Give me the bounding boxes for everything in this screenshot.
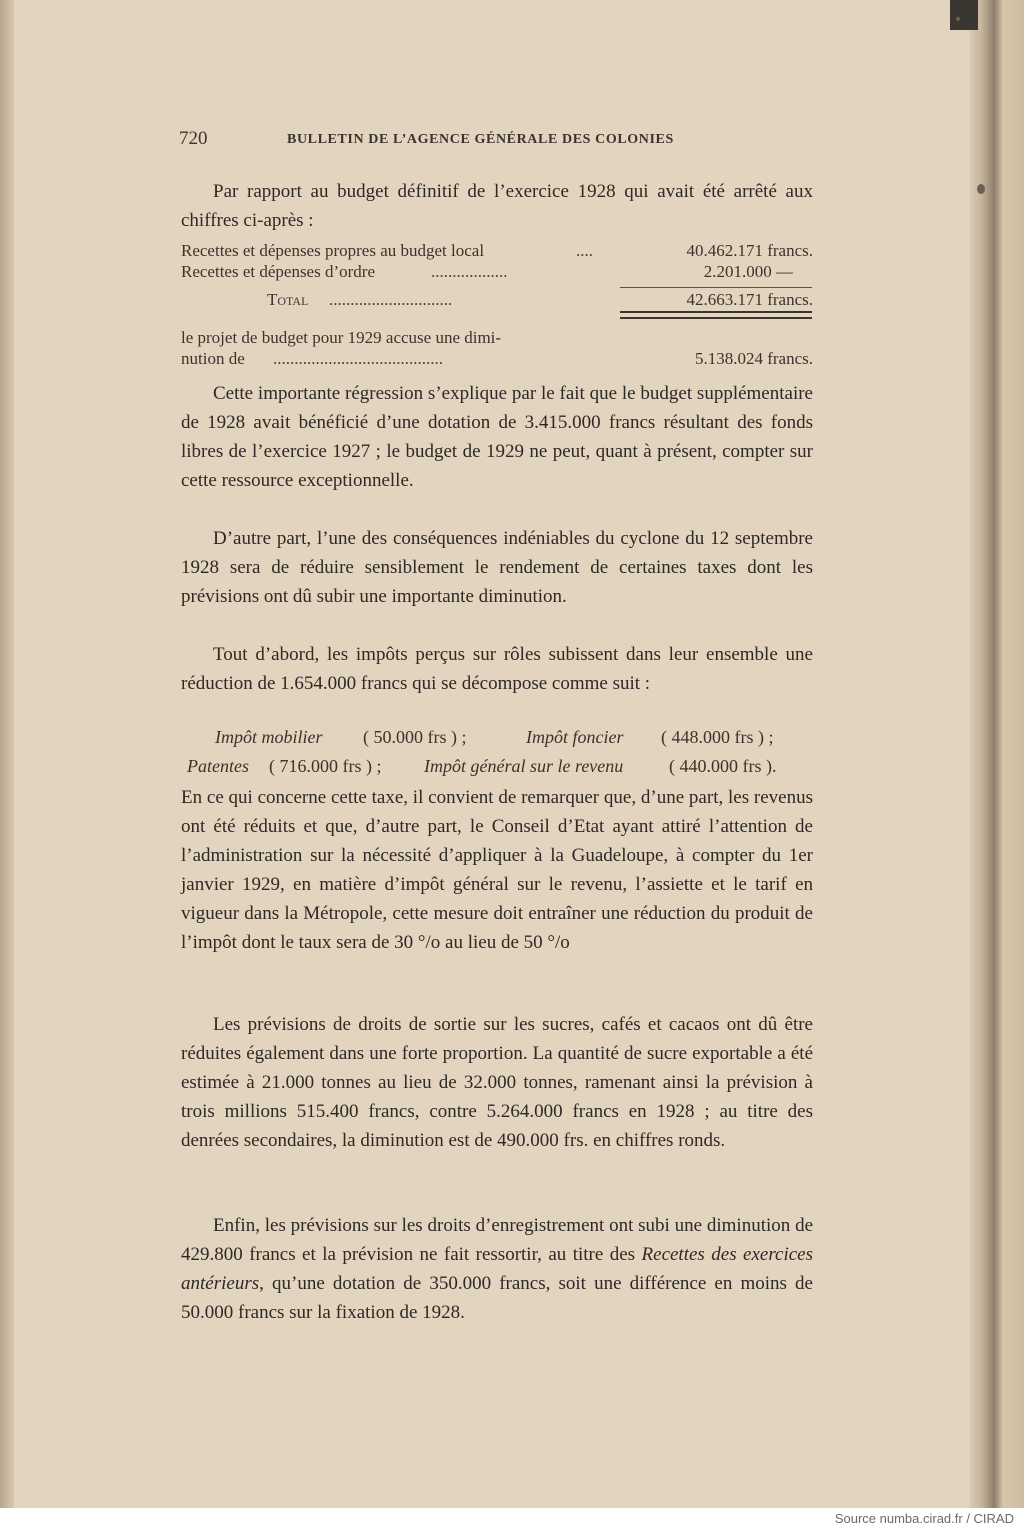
spine-shadow bbox=[950, 0, 978, 30]
scanned-page: 720 BULLETIN DE L’AGENCE GÉNÉRALE DES COLONIES Par rapport au budget définitif de l’exercice 1928 qui avait été arrêté aux chiffres ci-après : Recettes et dépenses propres au budget local .... 40.462.171 francs. Recettes et dépenses d’ordre .................. 2.201.000 — Total ............................. 42.663.171 francs. le projet de budget pour 1929 accuse une dimi- nution de ........................................ 5.138.024 francs. Cette importante régression s’explique par le fait que le budget supplémentaire de 1928 avait bénéficié d’une dotation de 3.415.000 francs résultant des fonds libres de l’exercice 1927 ; le budget de 1929 ne peut, quant à présent, compter sur cette ressource exceptionnelle. D’autre part, l’une des conséquences indéniables du cyclone du 12 septembre 1928 sera de réduire sensiblement le rendement de certaines taxes dont les prévisions ont dû subir une importante diminution. Tout d’abord, les impôts perçus sur rôles subissent dans leur ensemble une réduction de 1.654.000 francs qui se décompose comme suit : Impôt mobilier ( 50.000 frs ) ; Impôt foncier ( 448.000 frs ) ; Patentes ( 716.000 frs ) ; Impôt général sur le revenu ( 440.000 frs ). En ce qui concerne cette taxe, il convient de remarquer que, d’une part, les revenus ont été réduits et que, d’autre part, le Conseil d’Etat ayant attiré l’attention de l’administration sur la nécessité d’appliquer à la Guadeloupe, à compter du 1er janvier 1929, en matière d’impôt général sur le revenu, l’assiette et le tarif en vigueur dans la Métropole, cette mesure doit entraîner une réduction du produit de l’impôt dont le taux sera de 30 °/o au lieu de 50 °/o Les prévisions de droits de sortie sur les sucres, cafés et cacaos ont dû être réduites également dans une forte proportion. La quantité de sucre exportable a été estimée à 21.000 tonnes au lieu de 32.000 tonnes, ramenant ainsi la prévision à trois millions 515.400 francs, contre 5.264.000 francs en 1928 ; au titre des denrées secondaires, la diminution est de 490.000 frs. en chiffres ronds. Enfin, les prévisions sur les droits d’enregistrement ont subi une diminution de 429.800 francs et la prévision ne fait ressortir, au titre des Recettes des exercices antérieurs, qu’une dotation de 350.000 francs, soit une différence en moins de 50.000 francs sur la fixation de 1928. bbox=[0, 0, 1024, 1532]
book-spine bbox=[970, 0, 1024, 1532]
tax-amount: ( 50.000 frs ) ; bbox=[363, 727, 467, 747]
source-credit: Source numba.cirad.fr / CIRAD bbox=[834, 1511, 1014, 1526]
leader-dots: .... bbox=[576, 241, 593, 260]
paragraph-regression: Cette importante régression s’explique par le fait que le budget supplémentaire de 1928 avait bénéficié d’une dotation de 3.415.000 francs résultant des fonds libres de l’exercice 1927 ; le budget de 1929 ne peut, quant à présent, compter sur cette ressource exceptionnelle. bbox=[181, 383, 813, 491]
budget-row-amount: 40.462.171 francs. bbox=[686, 241, 813, 260]
paragraph-revenu: En ce qui concerne cette taxe, il convient de remarquer que, d’une part, les revenus ont été réduits et que, d’autre part, le Conseil d’Etat ayant attiré l’attention de l’administration sur la nécessité d’appliquer à la Guadeloupe, à compter du 1er janvier 1929, en matière d’impôt général sur le revenu, l’assiette et le tarif en vigueur dans la Métropole, cette mesure doit entraîner une réduction du produit de l’impôt dont le taux sera de 30 °/o au lieu de 50 °/o bbox=[181, 787, 813, 953]
paragraph-droits-sortie: Les prévisions de droits de sortie sur les sucres, cafés et cacaos ont dû être réduites également dans une forte proportion. La quantité de sucre exportable a été estimée à 21.000 tonnes au lieu de 32.000 tonnes, ramenant ainsi la prévision à trois millions 515.400 francs, contre 5.264.000 francs en 1928 ; au titre des denrées secondaires, la diminution est de 490.000 frs. en chiffres ronds. bbox=[181, 1014, 813, 1151]
tax-amount: ( 716.000 frs ) ; bbox=[269, 756, 382, 776]
total-double-rule-top bbox=[620, 311, 812, 313]
paragraph-cyclone: D’autre part, l’une des conséquences indéniables du cyclone du 12 septembre 1928 sera de réduire sensiblement le rendement de certaines taxes dont les prévisions ont dû subir une importante diminution. bbox=[181, 528, 813, 607]
total-top-rule bbox=[620, 287, 812, 288]
tax-name: Impôt général sur le revenu bbox=[424, 756, 624, 776]
leader-dots: ........................................ bbox=[273, 349, 443, 368]
paragraph-impots: Tout d’abord, les impôts perçus sur rôles subissent dans leur ensemble une réduction de 1.654.000 francs qui se décompose comme suit : bbox=[181, 644, 813, 694]
budget-row-amount: 2.201.000 — bbox=[703, 262, 793, 281]
running-title: BULLETIN DE L’AGENCE GÉNÉRALE DES COLONIES bbox=[287, 132, 674, 147]
page-number: 720 bbox=[179, 128, 208, 149]
page-left-edge bbox=[0, 0, 14, 1532]
intro-paragraph: Par rapport au budget définitif de l’exercice 1928 qui avait été arrêté aux chiffres ci-après : bbox=[181, 181, 813, 231]
budget-row-label: Recettes et dépenses d’ordre bbox=[181, 262, 375, 281]
paragraph-enregistrement: Enfin, les prévisions sur les droits d’enregistrement ont subi une diminution de 429.800 francs et la prévision ne fait ressortir, au titre des Recettes des exercices antérieurs, qu’une dotation de 350.000 francs, soit une différence en moins de 50.000 francs sur la fixation de 1928. bbox=[181, 1215, 813, 1323]
tax-name: Impôt foncier bbox=[526, 727, 624, 747]
page-mark bbox=[977, 184, 985, 194]
page-mark bbox=[956, 17, 960, 21]
budget-row-label: Recettes et dépenses propres au budget local bbox=[181, 241, 485, 260]
total-double-rule-bottom bbox=[620, 317, 812, 319]
diminution-amount: 5.138.024 francs. bbox=[694, 349, 813, 368]
italic-phrase: Recettes des exercices antérieurs bbox=[181, 1244, 813, 1294]
leader-dots: .................. bbox=[431, 262, 508, 281]
tax-amount: ( 440.000 frs ). bbox=[669, 756, 777, 776]
leader-dots: ............................. bbox=[329, 290, 453, 309]
tax-name: Impôt mobilier bbox=[215, 727, 323, 747]
total-amount: 42.663.171 francs. bbox=[686, 290, 813, 309]
tax-name: Patentes bbox=[187, 756, 249, 776]
total-label: Total bbox=[267, 290, 309, 309]
tax-amount: ( 448.000 frs ) ; bbox=[661, 727, 774, 747]
